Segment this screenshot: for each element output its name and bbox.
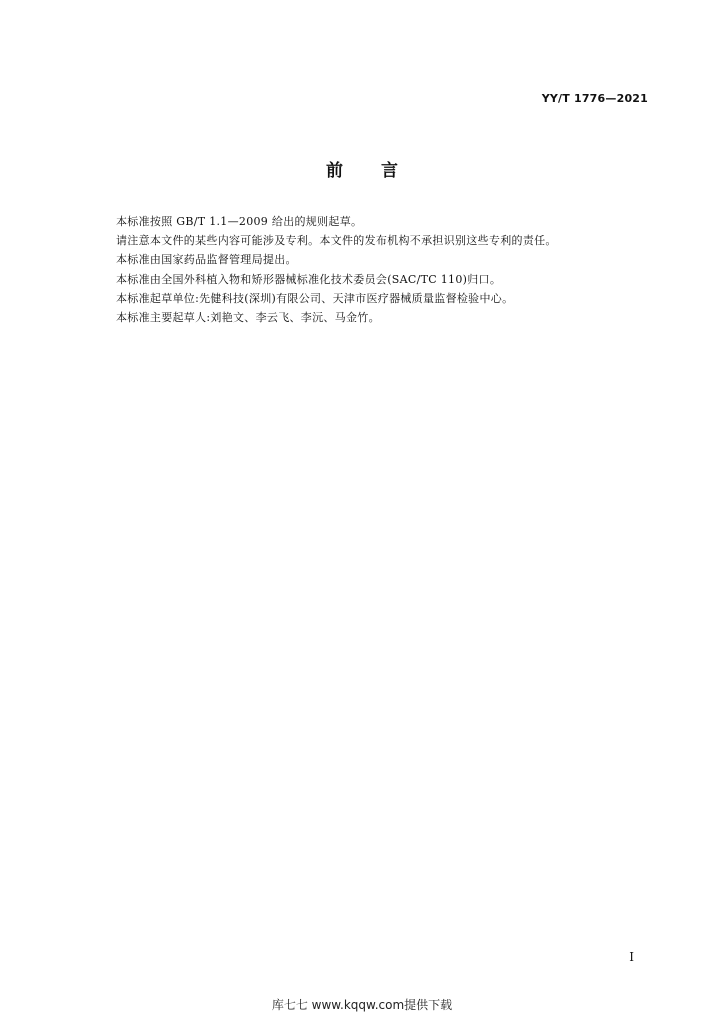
paragraph-patent-notice: 请注意本文件的某些内容可能涉及专利。本文件的发布机构不承担识别这些专利的责任。 [116, 234, 557, 248]
page-title: 前言 [326, 161, 436, 181]
paragraph-drafting-rules: 本标准按照 GB/T 1.1—2009 给出的规则起草。 [116, 215, 363, 228]
paragraph-drafting-units: 本标准起草单位:先健科技(深圳)有限公司、天津市医疗器械质量监督检验中心。 [116, 291, 514, 305]
foreword-body [116, 212, 656, 327]
download-watermark: 库七七 www.kqqw.com提供下载 [271, 998, 453, 1012]
standard-code: YY/T 1776—2021 [541, 92, 648, 105]
paragraph-committee: 本标准由全国外科植入物和矫形器械标准化技术委员会(SAC/TC 110)归口。 [116, 272, 502, 286]
paragraph-proposer: 本标准由国家药品监督管理局提出。 [116, 253, 297, 267]
paragraph-drafters: 本标准主要起草人:刘艳文、李云飞、李沅、马金竹。 [116, 311, 380, 325]
page-number: I [629, 950, 634, 964]
